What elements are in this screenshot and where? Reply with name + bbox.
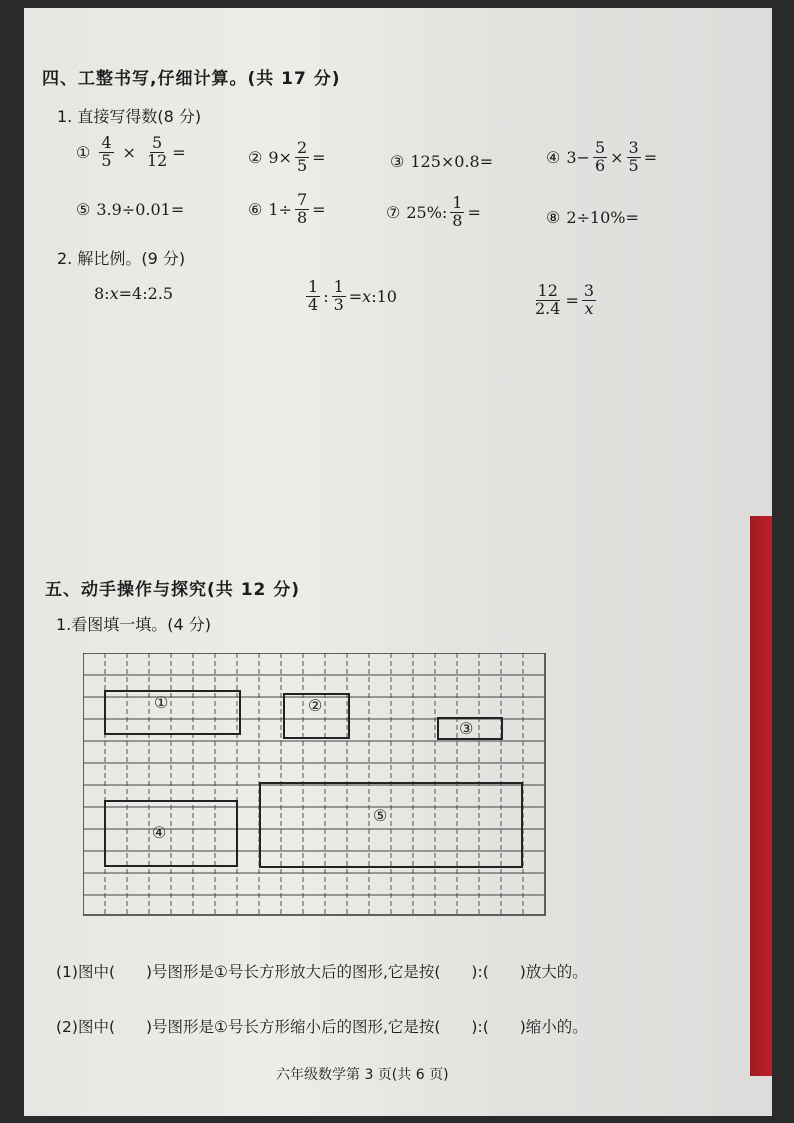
rect-label-2: ② (308, 696, 323, 715)
operator: × (610, 147, 624, 167)
item-number: ④ (546, 147, 561, 167)
item-number: ⑦ (386, 202, 401, 222)
expr-prefix: 3− (566, 147, 590, 167)
calc-item-4 (546, 140, 657, 175)
page-footer: 六年级数学第 3 页(共 6 页) (276, 1067, 449, 1083)
rect-label-3: ③ (459, 719, 474, 738)
expr-prefix: 25%: (406, 202, 448, 222)
section4-title: 四、工整书写,仔细计算。(共 17 分) (42, 69, 341, 89)
grid-svg (83, 653, 547, 917)
rect-label-4: ④ (152, 823, 167, 842)
proportion-text: =4:2.5 (118, 284, 174, 303)
ratio-colon: : (323, 286, 329, 306)
exam-paper (24, 8, 772, 1116)
expr: 125×0.8= (410, 152, 494, 171)
rect-1 (105, 691, 240, 734)
calc-item-5 (76, 200, 184, 219)
variable: x (109, 284, 119, 303)
fraction: $\frac{2}{5}$ (296, 138, 308, 175)
proportion-3 (530, 283, 599, 318)
fraction: $\frac{3}{5}$ (628, 138, 639, 175)
calc-item-6 (248, 192, 326, 227)
equals: = (312, 199, 326, 219)
calc-item-2 (248, 140, 326, 175)
sub-question-1: (1)图中( )号图形是①号长方形放大后的图形,它是按( ):( )放大的。 (56, 963, 588, 981)
fraction: $\frac{1}{4}$ (308, 277, 319, 314)
proportion-1 (94, 284, 173, 303)
equals: = (643, 147, 658, 167)
equals: = (565, 290, 579, 310)
fraction: $\frac{3}{x}$ (583, 281, 595, 318)
expr-prefix: 1÷ (268, 199, 292, 219)
s5-q1-title: 1.看图填一填。(4 分) (56, 615, 212, 634)
proportion-text: 8: (94, 284, 110, 303)
fraction: $\frac{1}{8}$ (452, 193, 463, 230)
sub-question-2: (2)图中( )号图形是①号长方形缩小后的图形,它是按( ):( )缩小的。 (56, 1018, 588, 1036)
q2-title: 2. 解比例。(9 分) (57, 249, 186, 268)
equals: = (312, 147, 326, 167)
calc-item-8 (546, 208, 639, 227)
calc-item-3 (390, 152, 493, 171)
red-edge (750, 516, 772, 1076)
item-number: ③ (390, 152, 405, 171)
equals: = (348, 286, 363, 306)
calc-item-1 (76, 135, 186, 170)
fraction: $\frac{5}{6}$ (594, 138, 606, 175)
equals: = (172, 142, 186, 162)
square-grid-figure (83, 653, 547, 921)
q1-title: 1. 直接写得数(8 分) (57, 107, 202, 126)
expr: 3.9÷0.01= (96, 200, 185, 219)
fraction: $\frac{1}{3}$ (333, 277, 344, 314)
equals: = (467, 202, 481, 222)
operator: × (122, 142, 136, 162)
fraction: $\frac{12}{2.4}$ (535, 281, 561, 318)
fraction: $\frac{4}{5}$ (101, 133, 112, 170)
item-number: ⑥ (248, 199, 263, 219)
item-number: ② (248, 147, 263, 167)
item-number: ⑤ (76, 200, 91, 219)
variable: x (362, 286, 372, 306)
rect-label-1: ① (154, 693, 169, 712)
proportion-2 (303, 279, 397, 314)
expr-prefix: 9× (268, 147, 292, 167)
expr: 2÷10%= (566, 208, 639, 227)
item-number: ① (76, 142, 91, 162)
calc-item-7 (386, 195, 481, 230)
item-number: ⑧ (546, 208, 561, 227)
section5-title: 五、动手操作与探究(共 12 分) (45, 580, 301, 600)
proportion-text: :10 (371, 286, 397, 306)
fraction: $\frac{7}{8}$ (296, 190, 308, 227)
rect-label-5: ⑤ (373, 806, 388, 825)
fraction: $\frac{5}{12}$ (146, 133, 168, 170)
